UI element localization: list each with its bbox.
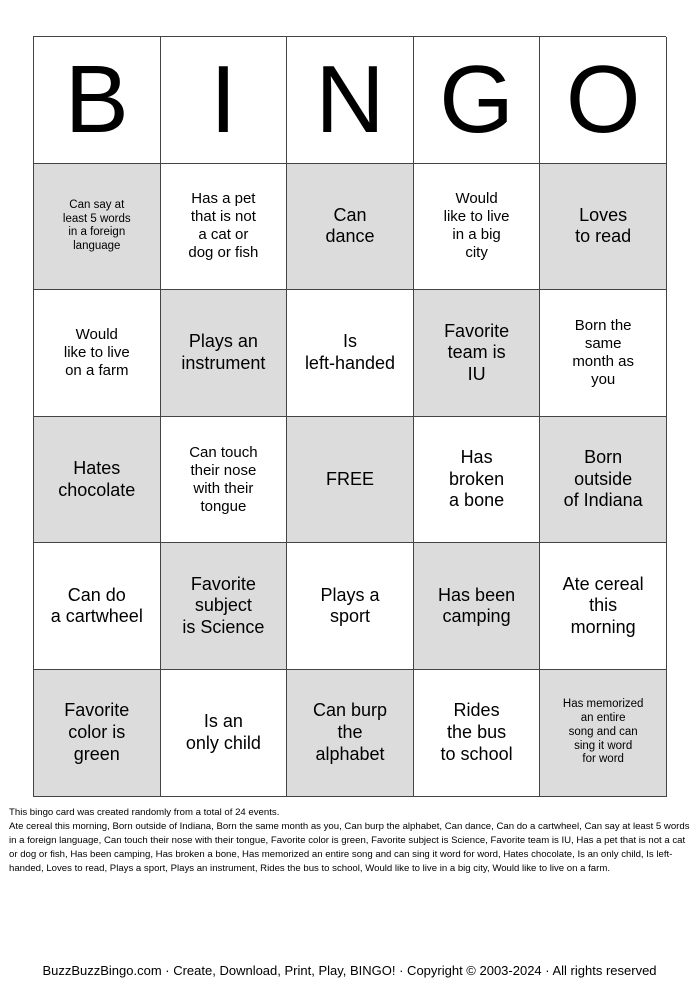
bingo-square: Can touch their nose with their tongue <box>161 417 288 544</box>
bingo-square: Favorite color is green <box>34 670 161 797</box>
bingo-square: Has been camping <box>414 543 541 670</box>
bingo-square: Has broken a bone <box>414 417 541 544</box>
header-letter-b: B <box>34 37 161 164</box>
bingo-square: Can say at least 5 words in a foreign language <box>34 164 161 291</box>
event-list: Ate cereal this morning, Born outside of Indiana, Born the same month as you, Can burp the alphabet, Can dance, Can do a cartwheel, Can say at least 5 words in a foreign language, Can touch their nose with their tongue, Favorite color is green, Favorite subject is Science, Favorite team is IU, Has a pet that is not a cat or dog or fish, Has been camping, Has broken a bone, Has memorized an entire song and can sing it word for word, Hates chocolate, Is an only child, Is left-handed, Loves to read, Plays a sport, Plays an instrument, Rides the bus to school, Would like to live in a big city, Would like to live on a farm. <box>9 820 690 874</box>
bingo-square: Hates chocolate <box>34 417 161 544</box>
header-letter-g: G <box>414 37 541 164</box>
bingo-square: Can burp the alphabet <box>287 670 414 797</box>
card-intro: This bingo card was created randomly from a total of 24 events. <box>9 807 280 818</box>
bingo-square: Favorite team is IU <box>414 290 541 417</box>
bingo-square: Would like to live on a farm <box>34 290 161 417</box>
bingo-card <box>33 36 666 796</box>
card-description <box>9 806 691 876</box>
header-letter-o: O <box>540 37 667 164</box>
bingo-square: Loves to read <box>540 164 667 291</box>
bingo-square: Plays a sport <box>287 543 414 670</box>
bingo-square: Can dance <box>287 164 414 291</box>
bingo-square: Has a pet that is not a cat or dog or fish <box>161 164 288 291</box>
bingo-square: Is left-handed <box>287 290 414 417</box>
bingo-square: Plays an instrument <box>161 290 288 417</box>
bingo-square: Is an only child <box>161 670 288 797</box>
bingo-grid <box>33 36 666 797</box>
bingo-square: Ate cereal this morning <box>540 543 667 670</box>
bingo-square: Has memorized an entire song and can sing it word for word <box>540 670 667 797</box>
bingo-square: Born the same month as you <box>540 290 667 417</box>
bingo-square: Would like to live in a big city <box>414 164 541 291</box>
bingo-square: Rides the bus to school <box>414 670 541 797</box>
header-letter-i: I <box>161 37 288 164</box>
bingo-square: Can do a cartwheel <box>34 543 161 670</box>
footer-copyright: BuzzBuzzBingo.com · Create, Download, Print, Play, BINGO! · Copyright © 2003-2024 · All rights reserved <box>42 963 657 978</box>
bingo-square: Born outside of Indiana <box>540 417 667 544</box>
header-letter-n: N <box>287 37 414 164</box>
bingo-square: Favorite subject is Science <box>161 543 288 670</box>
free-space: FREE <box>287 417 414 544</box>
